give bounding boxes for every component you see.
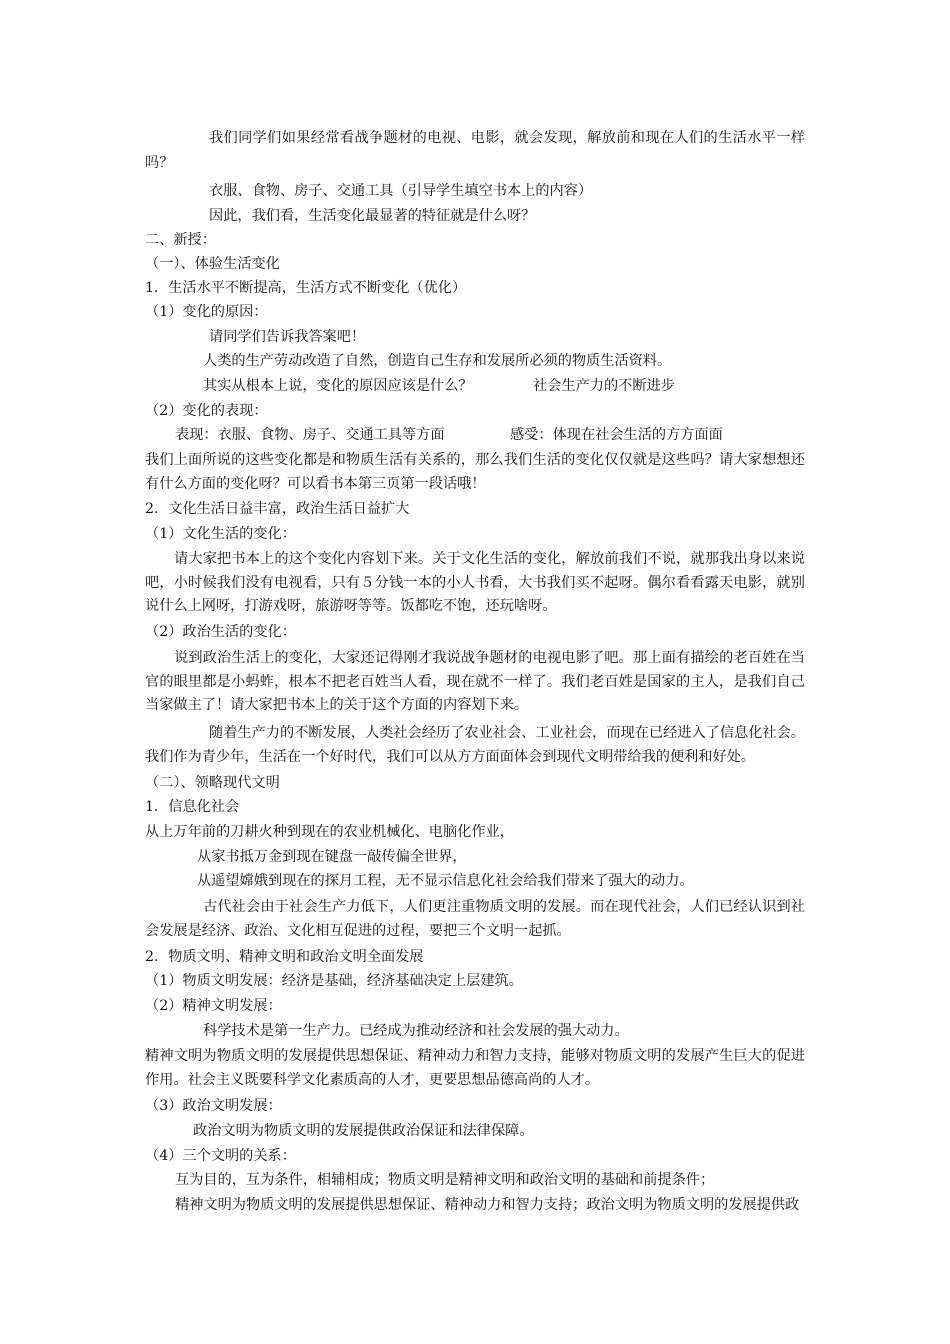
part1-s1-title: 1．生活水平不断提高，生活方式不断变化（优化） (145, 280, 467, 296)
intro-question-2: 因此，我们看，生活变化最显著的特征就是什么呀？ (209, 208, 536, 224)
relation-line-1: 互为目的，互为条件，相辅相成；物质文明是精神文明和政治文明的基础和前提条件； (175, 1172, 715, 1188)
politics-label: （2）政治生活的变化： (145, 624, 296, 640)
reason-question: 其实从根本上说，变化的原因应该是什么？ (203, 378, 473, 394)
reason-answer: 社会生产力的不断进步 (533, 378, 675, 394)
political-civ-line: 政治文明为物质文明的发展提供政治保证和法律保障。 (193, 1123, 534, 1139)
society-paragraph: 随着生产力的不断发展，人类社会经历了农业社会、工业社会，而现在已经进入了信息化社会。我们作为青少年，生活在一个好时代，我们可以从方方面面体会到现代文明带给我的便利和好处。 (145, 725, 805, 765)
politics-paragraph: 说到政治生活上的变化，大家还记得刚才我说战争题材的电视电影了吧。那上面有描绘的老百姓在当官的眼里都是小蚂蚱，根本不把老百姓当人看，现在就不一样了。我们老百姓是国家的主人，是我们自己当家做主了！请大家把书本上的关于这个方面的内容划下来。 (145, 650, 805, 713)
culture-paragraph: 请大家把书本上的这个变化内容划下来。关于文化生活的变化，解放前我们不说，就那我出身以来说吧，小时候我们没有电视看，只有５分钱一本的小人书看，大书我们买不起呀。偶尔看看露天电影，就别说什么上网呀，打游戏呀，旅游呀等等。饭都吃不饱，还玩啥呀。 (145, 551, 805, 614)
material-civilization: （1）物质文明发展：经济是基础，经济基础决定上层建筑。 (145, 973, 523, 989)
relation-line-2: 精神文明为物质文明的发展提供思想保证、精神动力和智力支持；政治文明为物质文明的发展提供政 (175, 1197, 800, 1213)
part1-heading: （一）、体验生活变化 (145, 256, 280, 272)
info-line-1: 从上万年前的刀耕火种到现在的农业机械化、电脑化作业， (145, 824, 514, 840)
part1-s2-title: 2．文化生活日益丰富，政治生活日益扩大 (145, 501, 410, 517)
expression-b: 感受：体现在社会生活的方方面面 (510, 427, 723, 443)
spiritual-line-1: 科学技术是第一生产力。已经成为推动经济和社会发展的强大动力。 (203, 1023, 629, 1039)
expression-label: （2）变化的表现： (145, 403, 268, 419)
part2-s2-title: 2．物质文明、精神文明和政治文明全面发展 (145, 949, 424, 965)
intro-question-1: 我们同学们如果经常看战争题材的电视、电影，就会发现，解放前和现在人们的生活水平一样吗？ (145, 130, 805, 171)
part2-s1-title: 1．信息化社会 (145, 799, 240, 815)
ancient-society-paragraph: 古代社会由于社会生产力低下，人们更注重物质文明的发展。而在现代社会，人们已经认识到社会发展是经济、政治、文化相互促进的过程，要把三个文明一起抓。 (145, 899, 805, 939)
reason-line-1: 请同学们告诉我答案吧！ (209, 329, 366, 345)
spiritual-paragraph: 精神文明为物质文明的发展提供思想保证、精神动力和智力支持，能够对物质文明的发展产生巨大的促进作用。社会主义既要科学文化素质高的人才，更要思想品德高尚的人才。 (145, 1048, 805, 1088)
reason-line-2: 人类的生产劳动改造了自然，创造自己生存和发展所必须的物质生活资料。 (203, 353, 672, 369)
info-line-3: 从遥望嫦娥到现在的探月工程，无不显示信息化社会给我们带来了强大的动力。 (197, 873, 694, 889)
spiritual-label: （2）精神文明发展： (145, 998, 282, 1014)
section-heading: 二、新授： (145, 232, 216, 248)
political-civ-label: （3）政治文明发展： (145, 1098, 282, 1114)
culture-label: （1）文化生活的变化： (145, 526, 296, 542)
material-life-paragraph: 我们上面所说的这些变化都是和物质生活有关系的，那么我们生活的变化仅仅就是这些吗？请大家想想还有什么方面的变化呀？可以看书本第三页第一段话哦！ (145, 452, 805, 492)
reason-label: （1）变化的原因： (145, 304, 268, 320)
part2-heading: （二）、领略现代文明 (145, 775, 280, 791)
intro-items: 衣服、食物、房子、交通工具（引导学生填空书本上的内容） (209, 183, 593, 199)
relation-label: （4）三个文明的关系： (145, 1148, 296, 1164)
expression-a: 表现：衣服、食物、房子、交通工具等方面 (175, 427, 445, 443)
info-line-2: 从家书抵万金到现在键盘一敲传偏全世界， (197, 849, 467, 865)
